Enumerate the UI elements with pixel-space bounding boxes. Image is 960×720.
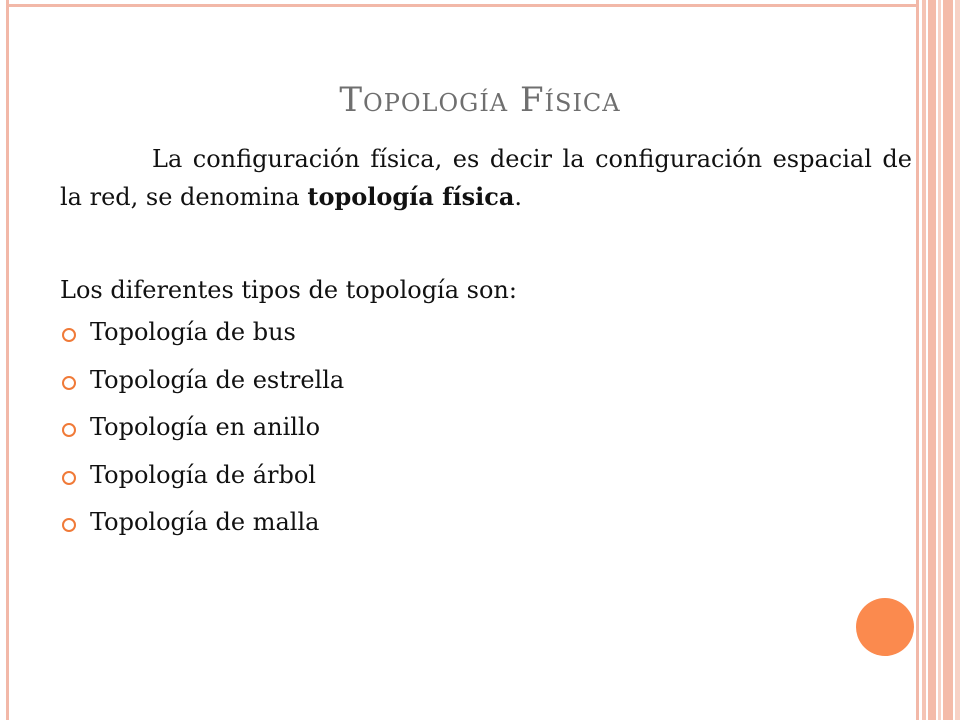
paragraph-bold-term: topología física xyxy=(307,182,515,211)
decorative-circle xyxy=(856,598,914,656)
frame-top-border xyxy=(6,4,918,7)
body-paragraph xyxy=(60,140,912,216)
bullet-circle-icon xyxy=(62,423,76,437)
list-item-label: Topología en anillo xyxy=(90,413,321,441)
paragraph-end: . xyxy=(514,183,523,211)
bullet-circle-icon xyxy=(62,471,76,485)
list-item-label: Topología de bus xyxy=(90,318,296,346)
bullet-circle-icon xyxy=(62,518,76,532)
paragraph-text: La configuración física, es decir la configuración espacial de la red, se denomina xyxy=(60,145,912,211)
bullet-circle-icon xyxy=(62,376,76,390)
list-intro: Los diferentes tipos de topología son: xyxy=(60,276,517,304)
list-item-label: Topología de estrella xyxy=(90,365,345,394)
bullet-circle-icon xyxy=(62,328,76,342)
slide-title: Topología Física xyxy=(339,80,621,120)
list-item-label: Topología de árbol xyxy=(90,460,316,489)
list-item-label: Topología de malla xyxy=(90,508,320,536)
